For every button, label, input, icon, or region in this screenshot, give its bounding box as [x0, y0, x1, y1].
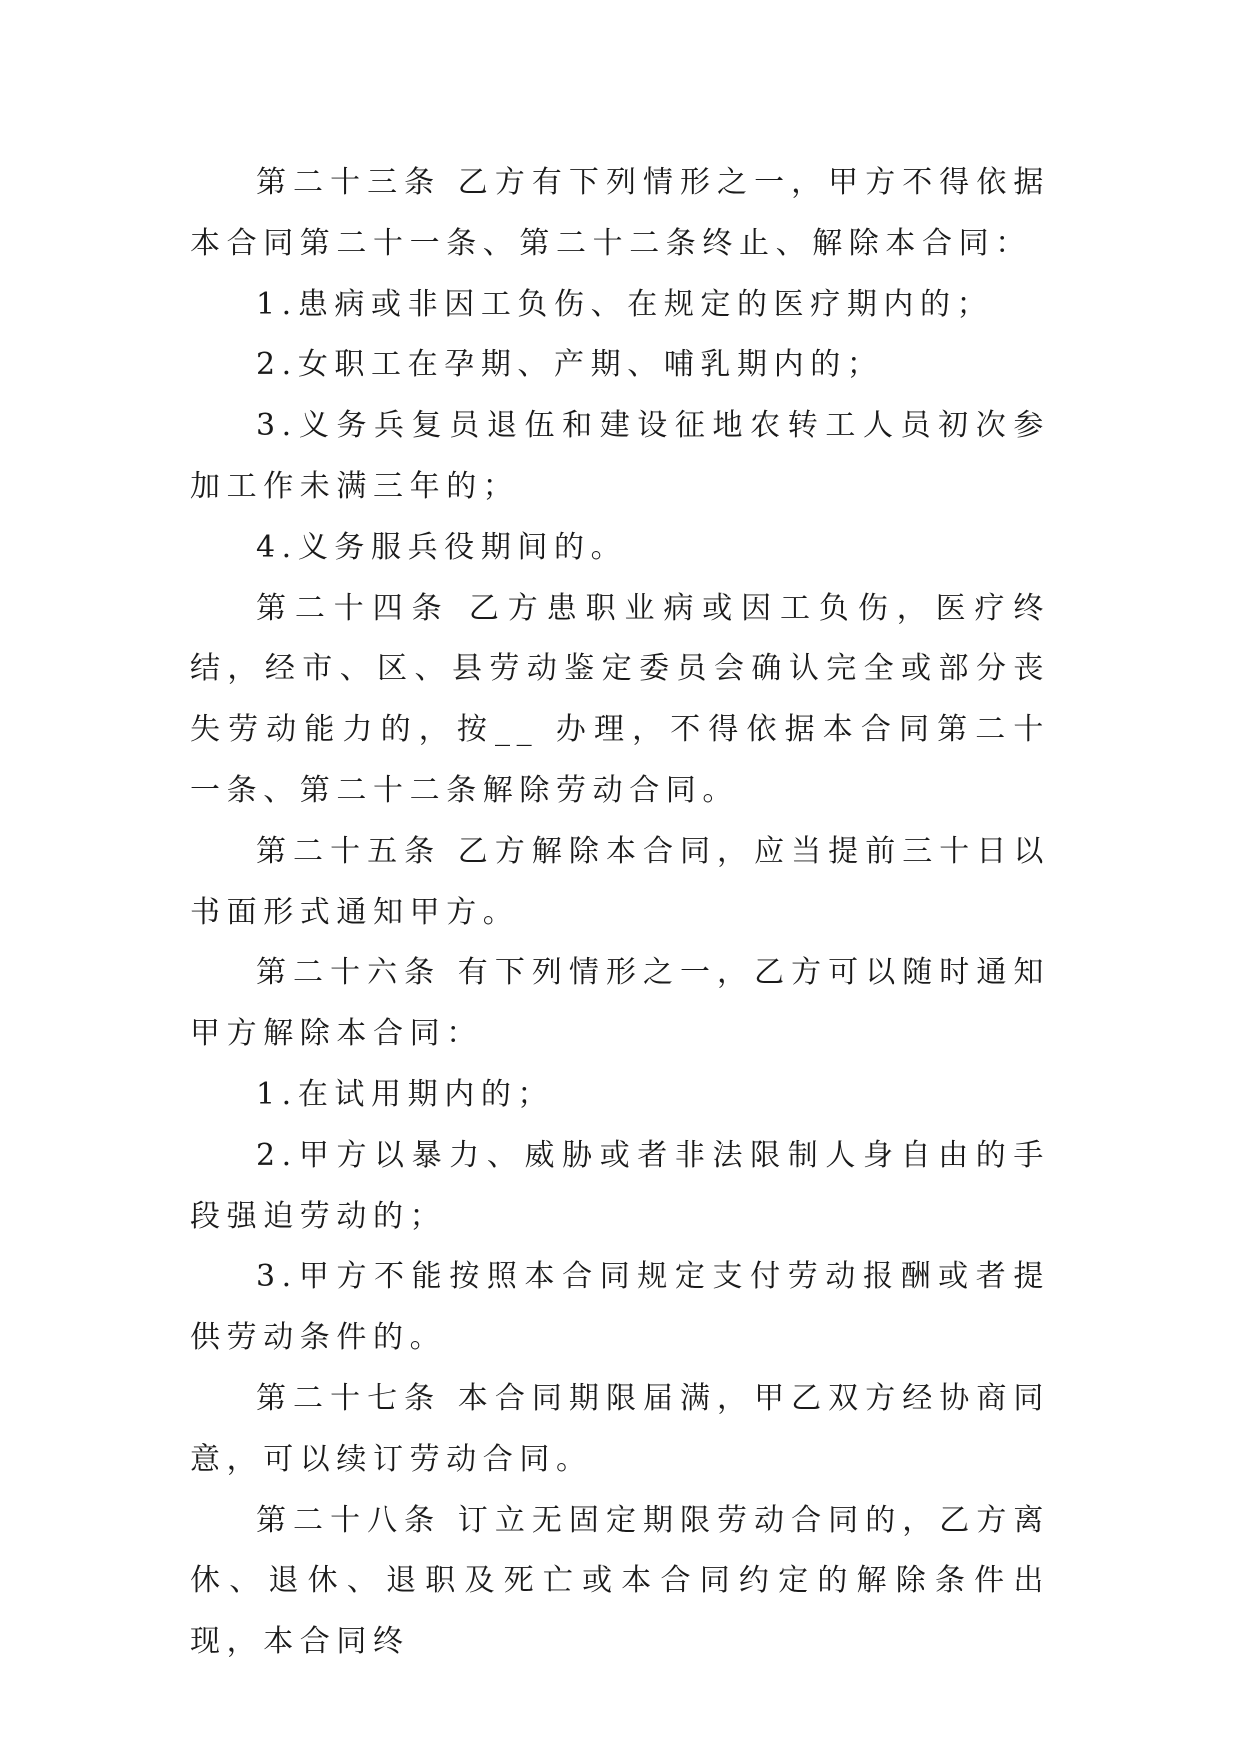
article-23-item-1: 1.患病或非因工负伤、在规定的医疗期内的； — [256, 286, 994, 322]
article-27-paragraph: 第二十七条 本合同期限届满，甲乙双方经协商同意，可以续订劳动合同。 — [190, 1380, 1050, 1477]
article-23-item-2: 2.女职工在孕期、产期、哺乳期内的； — [256, 347, 884, 383]
document-body — [190, 153, 1050, 1673]
article-26-item-1: 1.在试用期内的； — [256, 1076, 555, 1112]
article-26-item-3: 3.甲方不能按照本合同规定支付劳动报酬或者提供劳动条件的。 — [190, 1259, 1050, 1356]
article-26-paragraph: 第二十六条 有下列情形之一，乙方可以随时通知甲方解除本合同： — [190, 955, 1050, 1052]
article-24-paragraph: 第二十四条 乙方患职业病或因工负伤，医疗终结，经市、区、县劳动鉴定委员会确认完全或部分丧失劳动能力的，按__ 办理，不得依据本合同第二十一条、第二十二条解除劳动合同。 — [190, 590, 1050, 808]
article-26-item-2: 2.甲方以暴力、威胁或者非法限制人身自由的手段强迫劳动的； — [190, 1137, 1050, 1234]
article-23-item-4: 4.义务服兵役期间的。 — [256, 529, 628, 565]
article-28-paragraph: 第二十八条 订立无固定期限劳动合同的，乙方离休、退休、退职及死亡或本合同约定的解除条件出现，本合同终 — [190, 1502, 1050, 1660]
article-23-paragraph: 第二十三条 乙方有下列情形之一，甲方不得依据本合同第二十一条、第二十二条终止、解除本合同： — [190, 165, 1050, 261]
article-25-paragraph: 第二十五条 乙方解除本合同，应当提前三十日以书面形式通知甲方。 — [190, 833, 1050, 930]
article-23-item-3: 3.义务兵复员退伍和建设征地农转工人员初次参加工作未满三年的； — [190, 408, 1050, 504]
